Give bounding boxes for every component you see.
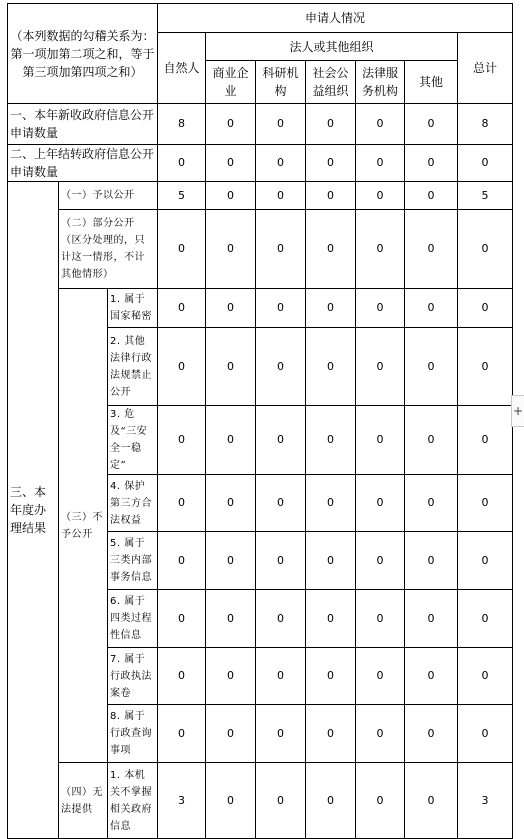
social-header: 社会公益组织: [306, 61, 356, 104]
value-cell: 0: [356, 475, 405, 532]
value-cell: 0: [458, 648, 513, 705]
value-cell: 0: [458, 145, 513, 182]
value-cell: 0: [206, 406, 256, 475]
row-label: 8. 属于行政查询事项: [108, 705, 158, 763]
value-cell: 0: [206, 328, 256, 406]
value-cell: 0: [356, 328, 405, 406]
value-cell: 0: [405, 145, 458, 182]
value-cell: 0: [306, 182, 356, 210]
row-label: 1. 本机关不掌握相关政府信息: [108, 763, 158, 839]
row-label: 3. 危及“三安全一稳定”: [108, 406, 158, 475]
row-label: 1. 属于国家秘密: [108, 289, 158, 328]
other-header: 其他: [405, 61, 458, 104]
value-cell: 0: [306, 289, 356, 328]
law-header: 法律服务机构: [356, 61, 405, 104]
value-cell: 0: [356, 532, 405, 590]
row-label: 7. 属于行政执法案卷: [108, 648, 158, 705]
value-cell: 0: [256, 210, 306, 289]
value-cell: 0: [306, 475, 356, 532]
value-cell: 0: [306, 210, 356, 289]
value-cell: 0: [356, 406, 405, 475]
value-cell: 0: [306, 328, 356, 406]
value-cell: 5: [158, 182, 206, 210]
column-note: （本列数据的勾稽关系为：第一项加第二项之和，等于第三项加第四项之和）: [8, 4, 158, 104]
value-cell: 0: [206, 475, 256, 532]
value-cell: 0: [256, 705, 306, 763]
value-cell: 0: [306, 145, 356, 182]
value-cell: 0: [306, 648, 356, 705]
section-3-label: 三、本年度办理结果: [8, 182, 59, 839]
value-cell: 0: [356, 705, 405, 763]
value-cell: 0: [356, 104, 405, 145]
value-cell: 0: [405, 532, 458, 590]
value-cell: 0: [206, 590, 256, 648]
row-label: （二）部分公开（区分处理的，只计这一情形，不计其他情形）: [59, 210, 158, 289]
value-cell: 0: [158, 475, 206, 532]
value-cell: 0: [158, 289, 206, 328]
value-cell: 8: [458, 104, 513, 145]
row-label: 一、本年新收政府信息公开申请数量: [8, 104, 158, 145]
value-cell: 0: [405, 182, 458, 210]
value-cell: 8: [158, 104, 206, 145]
value-cell: 0: [356, 590, 405, 648]
total-header: 总计: [458, 33, 513, 104]
value-cell: 0: [256, 104, 306, 145]
legal-entity-group-header: 法人或其他组织: [206, 33, 458, 61]
value-cell: 0: [206, 182, 256, 210]
not-public-label: （三）不予公开: [59, 289, 108, 763]
value-cell: 0: [158, 705, 206, 763]
value-cell: 0: [256, 475, 306, 532]
value-cell: 0: [405, 210, 458, 289]
value-cell: 3: [458, 763, 513, 839]
research-header: 科研机构: [256, 61, 306, 104]
value-cell: 0: [458, 210, 513, 289]
value-cell: 0: [458, 289, 513, 328]
value-cell: 0: [356, 763, 405, 839]
value-cell: 0: [256, 289, 306, 328]
value-cell: 0: [256, 590, 306, 648]
value-cell: 0: [158, 590, 206, 648]
value-cell: 0: [206, 210, 256, 289]
value-cell: 0: [256, 763, 306, 839]
value-cell: 0: [458, 328, 513, 406]
value-cell: 0: [458, 705, 513, 763]
value-cell: 0: [458, 590, 513, 648]
cannot-provide-label: （四）无法提供: [59, 763, 108, 839]
value-cell: 0: [405, 590, 458, 648]
value-cell: 0: [356, 210, 405, 289]
value-cell: 0: [405, 763, 458, 839]
value-cell: 0: [405, 475, 458, 532]
value-cell: 0: [158, 210, 206, 289]
value-cell: 0: [256, 532, 306, 590]
value-cell: 0: [458, 532, 513, 590]
expand-handle[interactable]: +: [511, 395, 524, 427]
value-cell: 0: [306, 532, 356, 590]
value-cell: 0: [206, 648, 256, 705]
row-label: （一）予以公开: [59, 182, 158, 210]
value-cell: 0: [206, 532, 256, 590]
value-cell: 0: [356, 648, 405, 705]
value-cell: 0: [206, 145, 256, 182]
value-cell: 0: [256, 406, 306, 475]
value-cell: 0: [356, 182, 405, 210]
value-cell: 0: [405, 406, 458, 475]
row-label: 5. 属于三类内部事务信息: [108, 532, 158, 590]
value-cell: 0: [306, 763, 356, 839]
value-cell: 0: [206, 763, 256, 839]
value-cell: 0: [306, 705, 356, 763]
value-cell: 5: [458, 182, 513, 210]
row-label: 2. 其他法律行政法规禁止公开: [108, 328, 158, 406]
value-cell: 0: [206, 104, 256, 145]
value-cell: 3: [158, 763, 206, 839]
value-cell: 0: [256, 182, 306, 210]
value-cell: 0: [405, 104, 458, 145]
value-cell: 0: [206, 289, 256, 328]
value-cell: 0: [158, 145, 206, 182]
value-cell: 0: [256, 648, 306, 705]
value-cell: 0: [405, 289, 458, 328]
value-cell: 0: [158, 648, 206, 705]
commercial-header: 商业企业: [206, 61, 256, 104]
value-cell: 0: [356, 289, 405, 328]
government-info-disclosure-table: [7, 3, 513, 839]
value-cell: 0: [158, 406, 206, 475]
value-cell: 0: [206, 705, 256, 763]
value-cell: 0: [306, 104, 356, 145]
row-label: 6. 属于四类过程性信息: [108, 590, 158, 648]
value-cell: 0: [306, 406, 356, 475]
value-cell: 0: [458, 475, 513, 532]
value-cell: 0: [356, 145, 405, 182]
row-label: 二、上年结转政府信息公开申请数量: [8, 145, 158, 182]
value-cell: 0: [256, 145, 306, 182]
row-label: 4. 保护第三方合法权益: [108, 475, 158, 532]
value-cell: 0: [458, 406, 513, 475]
applicant-header: 申请人情况: [158, 4, 513, 33]
value-cell: 0: [158, 328, 206, 406]
value-cell: 0: [256, 328, 306, 406]
natural-person-header: 自然人: [158, 33, 206, 104]
value-cell: 0: [405, 705, 458, 763]
value-cell: 0: [405, 328, 458, 406]
value-cell: 0: [405, 648, 458, 705]
value-cell: 0: [158, 532, 206, 590]
value-cell: 0: [306, 590, 356, 648]
